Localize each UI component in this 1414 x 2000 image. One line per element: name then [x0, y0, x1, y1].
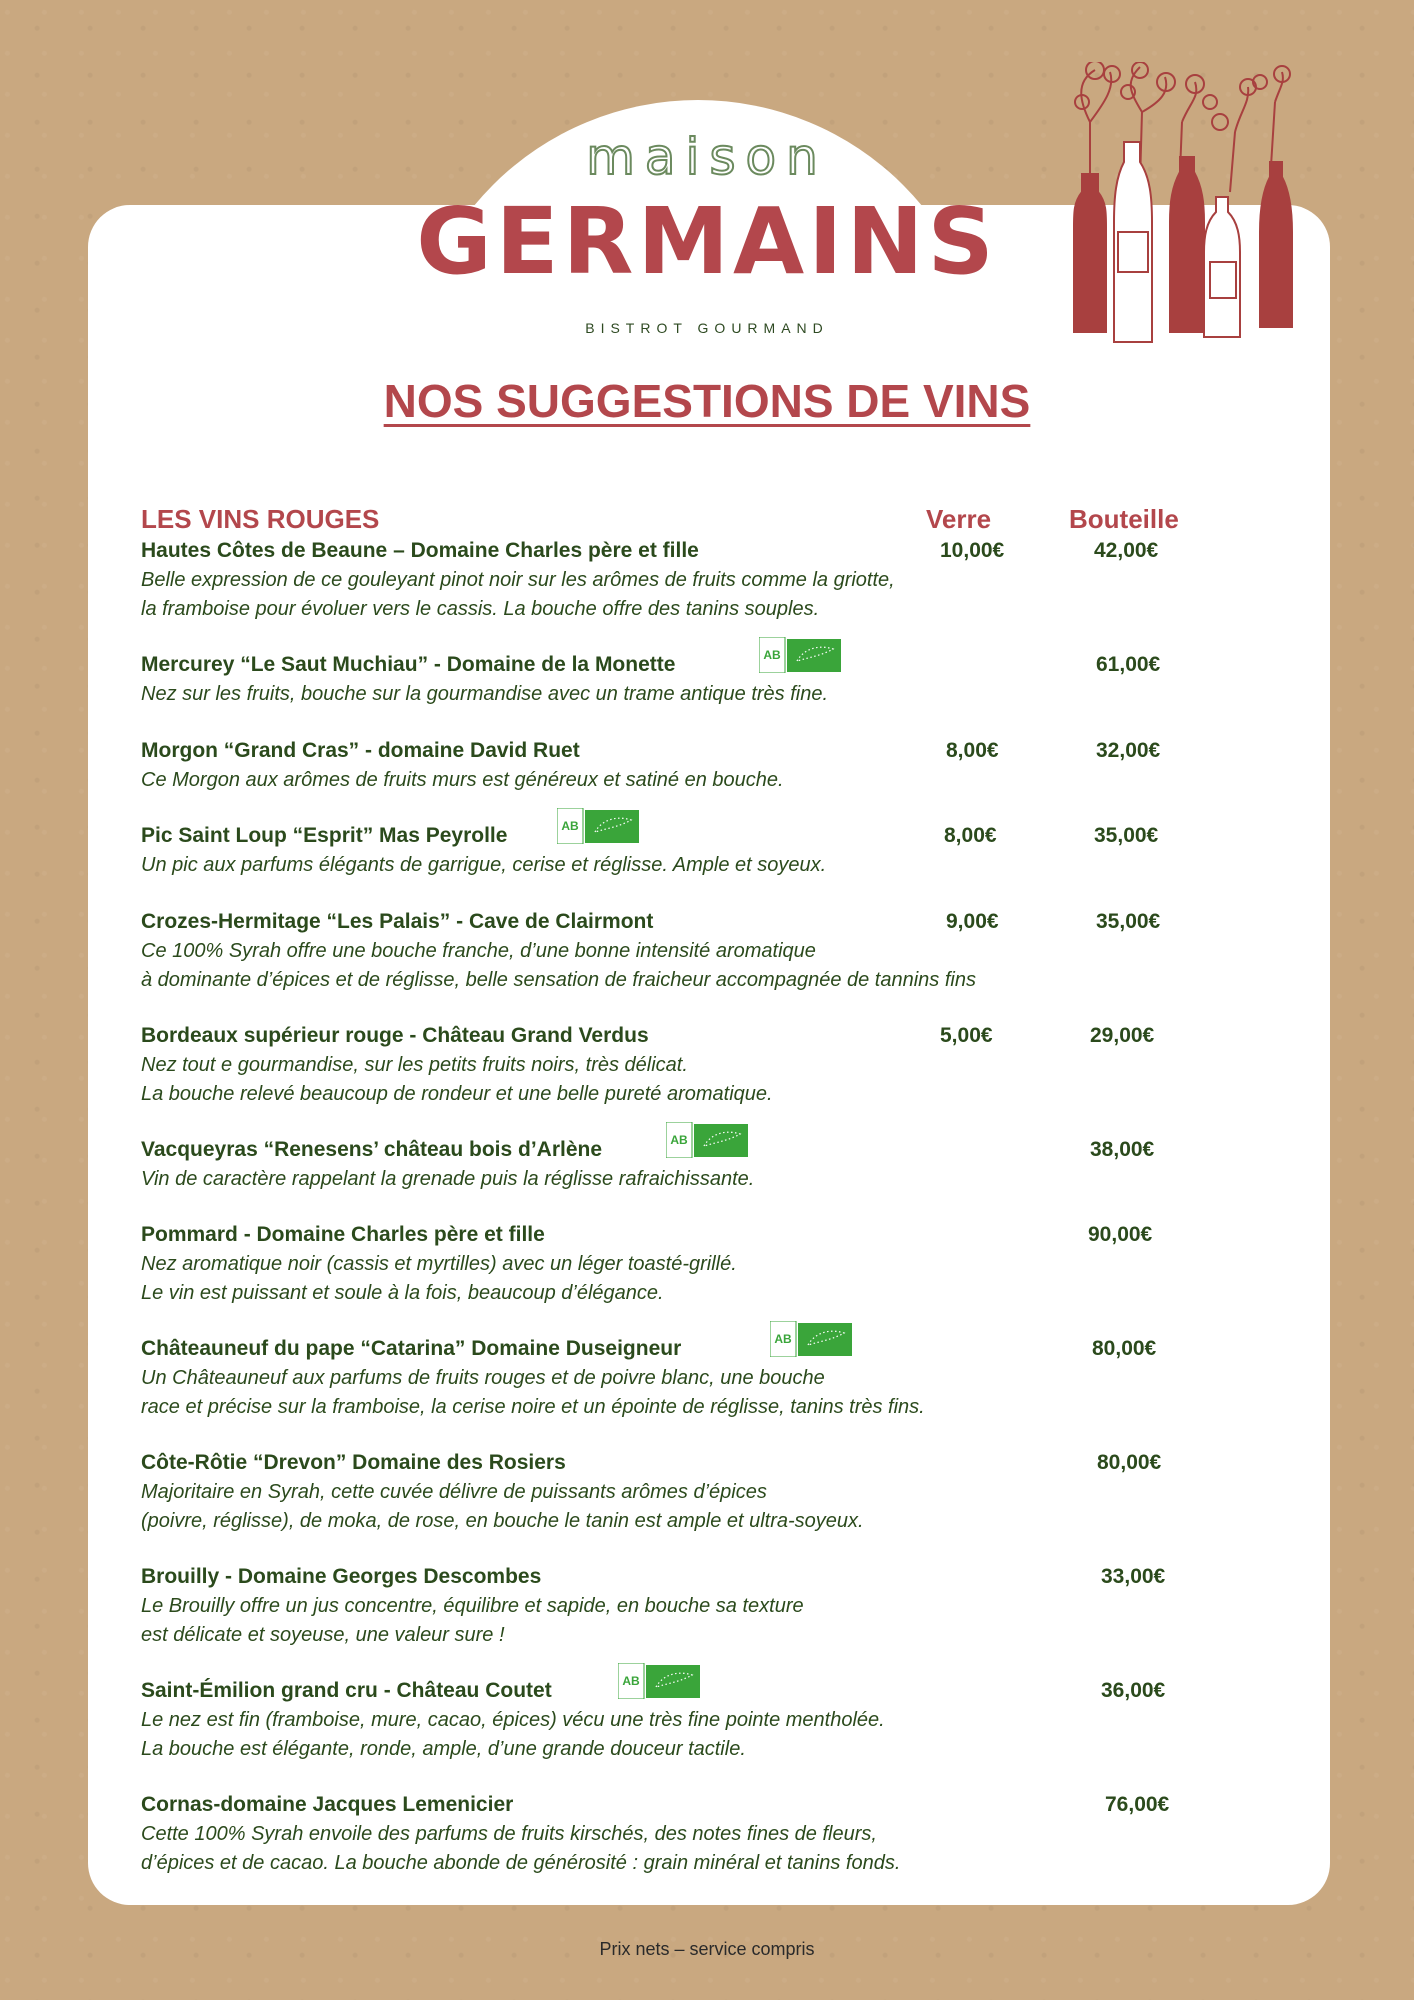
section-title: LES VINS ROUGES: [141, 504, 380, 534]
wine-bottles-illustration: [1070, 62, 1300, 347]
wine-item: [141, 1448, 1241, 1536]
wine-description: Un Châteauneuf aux parfums de fruits rouges et de poivre blanc, une bouche: [141, 1367, 825, 1389]
wine-item: [141, 1562, 1241, 1650]
price-bottle: 33,00€: [1101, 1565, 1166, 1588]
wine-item: [141, 1220, 1241, 1308]
brand-top: maison: [586, 128, 828, 186]
wine-name: Vacqueyras “Renesens’ château bois d’Arlène: [141, 1138, 603, 1161]
wine-name: Châteauneuf du pape “Catarina” Domaine Duseigneur: [141, 1337, 682, 1360]
wine-description: Un pic aux parfums élégants de garrigue, cerise et réglisse. Ample et soyeux.: [141, 854, 827, 876]
price-bottle: 38,00€: [1090, 1138, 1155, 1161]
wine-name: Bordeaux supérieur rouge - Château Grand Verdus: [141, 1024, 649, 1047]
wine-item: [141, 821, 1241, 880]
price-bottle: 29,00€: [1090, 1024, 1155, 1047]
wine-item: [141, 907, 1241, 995]
wine-description: Nez sur les fruits, bouche sur la gourmandise avec un trame antique très fine.: [141, 683, 829, 705]
organic-label-icon: [557, 808, 639, 844]
price-bottle: 76,00€: [1105, 1793, 1170, 1816]
wine-item: [141, 1135, 1241, 1194]
footer-note: Prix nets – service compris: [599, 1939, 815, 1959]
price-bottle: 35,00€: [1096, 910, 1161, 933]
price-glass: 8,00€: [946, 739, 999, 762]
price-bottle: 35,00€: [1094, 824, 1159, 847]
wine-name: Cornas-domaine Jacques Lemenicier: [141, 1793, 514, 1816]
price-bottle: 90,00€: [1088, 1223, 1153, 1246]
wine-description: Le vin est puissant et soule à la fois, beaucoup d’élégance.: [141, 1282, 664, 1304]
wine-description: Nez aromatique noir (cassis et myrtilles) avec un léger toasté-grillé.: [141, 1253, 737, 1275]
organic-label-icon: [666, 1122, 748, 1158]
wine-description: La bouche relevé beaucoup de rondeur et une belle pureté aromatique.: [141, 1083, 773, 1105]
wine-item: [141, 1021, 1241, 1109]
price-bottle: 36,00€: [1101, 1679, 1166, 1702]
wine-name: Pommard - Domaine Charles père et fille: [141, 1223, 545, 1246]
wine-name: Hautes Côtes de Beaune – Domaine Charles père et fille: [141, 539, 699, 562]
price-glass: 9,00€: [946, 910, 999, 933]
wine-description: Ce 100% Syrah offre une bouche franche, d’une bonne intensité aromatique: [141, 940, 816, 962]
wine-item: [141, 1334, 1241, 1422]
brand-logo: GERMAINS: [416, 188, 998, 295]
svg-text:AB: AB: [763, 648, 781, 662]
wine-description: (poivre, réglisse), de moka, de rose, en bouche le tanin est ample et ultra-soyeux.: [141, 1510, 864, 1532]
wine-name: Mercurey “Le Saut Muchiau” - Domaine de la Monette: [141, 653, 676, 676]
wine-name: Saint-Émilion grand cru - Château Coutet: [141, 1679, 552, 1702]
price-glass: 5,00€: [940, 1024, 993, 1047]
wine-description: d’épices et de cacao. La bouche abonde de générosité : grain minéral et tanins fonds.: [141, 1852, 901, 1874]
price-bottle: 32,00€: [1096, 739, 1161, 762]
wine-name: Morgon “Grand Cras” - domaine David Ruet: [141, 739, 580, 762]
wine-description: est délicate et soyeuse, une valeur sure !: [141, 1624, 505, 1646]
wine-description: La bouche est élégante, ronde, ample, d’une grande douceur tactile.: [141, 1738, 746, 1760]
page-title: NOS SUGGESTIONS DE VINS: [383, 375, 1031, 427]
organic-label-icon: [618, 1663, 700, 1699]
svg-text:AB: AB: [561, 819, 579, 833]
column-header-glass: Verre: [926, 504, 992, 534]
wine-description: Le Brouilly offre un jus concentre, équilibre et sapide, en bouche sa texture: [141, 1595, 804, 1617]
wine-description: Vin de caractère rappelant la grenade puis la réglisse rafraichissante.: [141, 1168, 755, 1190]
price-bottle: 61,00€: [1096, 653, 1161, 676]
price-glass: 8,00€: [944, 824, 997, 847]
wine-description: race et précise sur la framboise, la cerise noire et un épointe de réglisse, tanins très fins.: [141, 1396, 925, 1418]
brand-tagline: BISTROT GOURMAND: [585, 320, 829, 336]
price-bottle: 42,00€: [1094, 539, 1159, 562]
wine-item: [141, 736, 1241, 795]
svg-text:AB: AB: [670, 1133, 688, 1147]
wine-name: Côte-Rôtie “Drevon” Domaine des Rosiers: [141, 1451, 566, 1474]
wine-description: Le nez est fin (framboise, mure, cacao, épices) vécu une très fine pointe mentholée.: [141, 1709, 885, 1731]
wine-item: [141, 1676, 1241, 1764]
svg-text:AB: AB: [622, 1674, 640, 1688]
wine-description: Ce Morgon aux arômes de fruits murs est généreux et satiné en bouche.: [141, 769, 784, 791]
wine-item: [141, 536, 1241, 624]
wine-description: Cette 100% Syrah envoile des parfums de fruits kirschés, des notes fines de fleurs,: [141, 1823, 877, 1845]
organic-label-icon: [759, 637, 841, 673]
wine-description: Belle expression de ce gouleyant pinot noir sur les arômes de fruits comme la griotte,: [141, 569, 895, 591]
wine-description: Nez tout e gourmandise, sur les petits fruits noirs, très délicat.: [141, 1054, 688, 1076]
wine-description: la framboise pour évoluer vers le cassis. La bouche offre des tanins souples.: [141, 598, 820, 620]
wine-item: [141, 650, 1241, 709]
wine-name: Pic Saint Loup “Esprit” Mas Peyrolle: [141, 824, 508, 847]
wine-name: Brouilly - Domaine Georges Descombes: [141, 1565, 542, 1588]
wine-description: à dominante d’épices et de réglisse, belle sensation de fraicheur accompagnée de tannins fins: [141, 969, 976, 991]
wine-item: [141, 1790, 1241, 1878]
organic-label-icon: [770, 1321, 852, 1357]
wine-description: Majoritaire en Syrah, cette cuvée délivre de puissants arômes d’épices: [141, 1481, 767, 1503]
wine-name: Crozes-Hermitage “Les Palais” - Cave de Clairmont: [141, 910, 654, 933]
price-bottle: 80,00€: [1092, 1337, 1157, 1360]
price-bottle: 80,00€: [1097, 1451, 1162, 1474]
svg-text:AB: AB: [774, 1332, 792, 1346]
column-header-bottle: Bouteille: [1069, 504, 1179, 534]
price-glass: 10,00€: [940, 539, 1005, 562]
